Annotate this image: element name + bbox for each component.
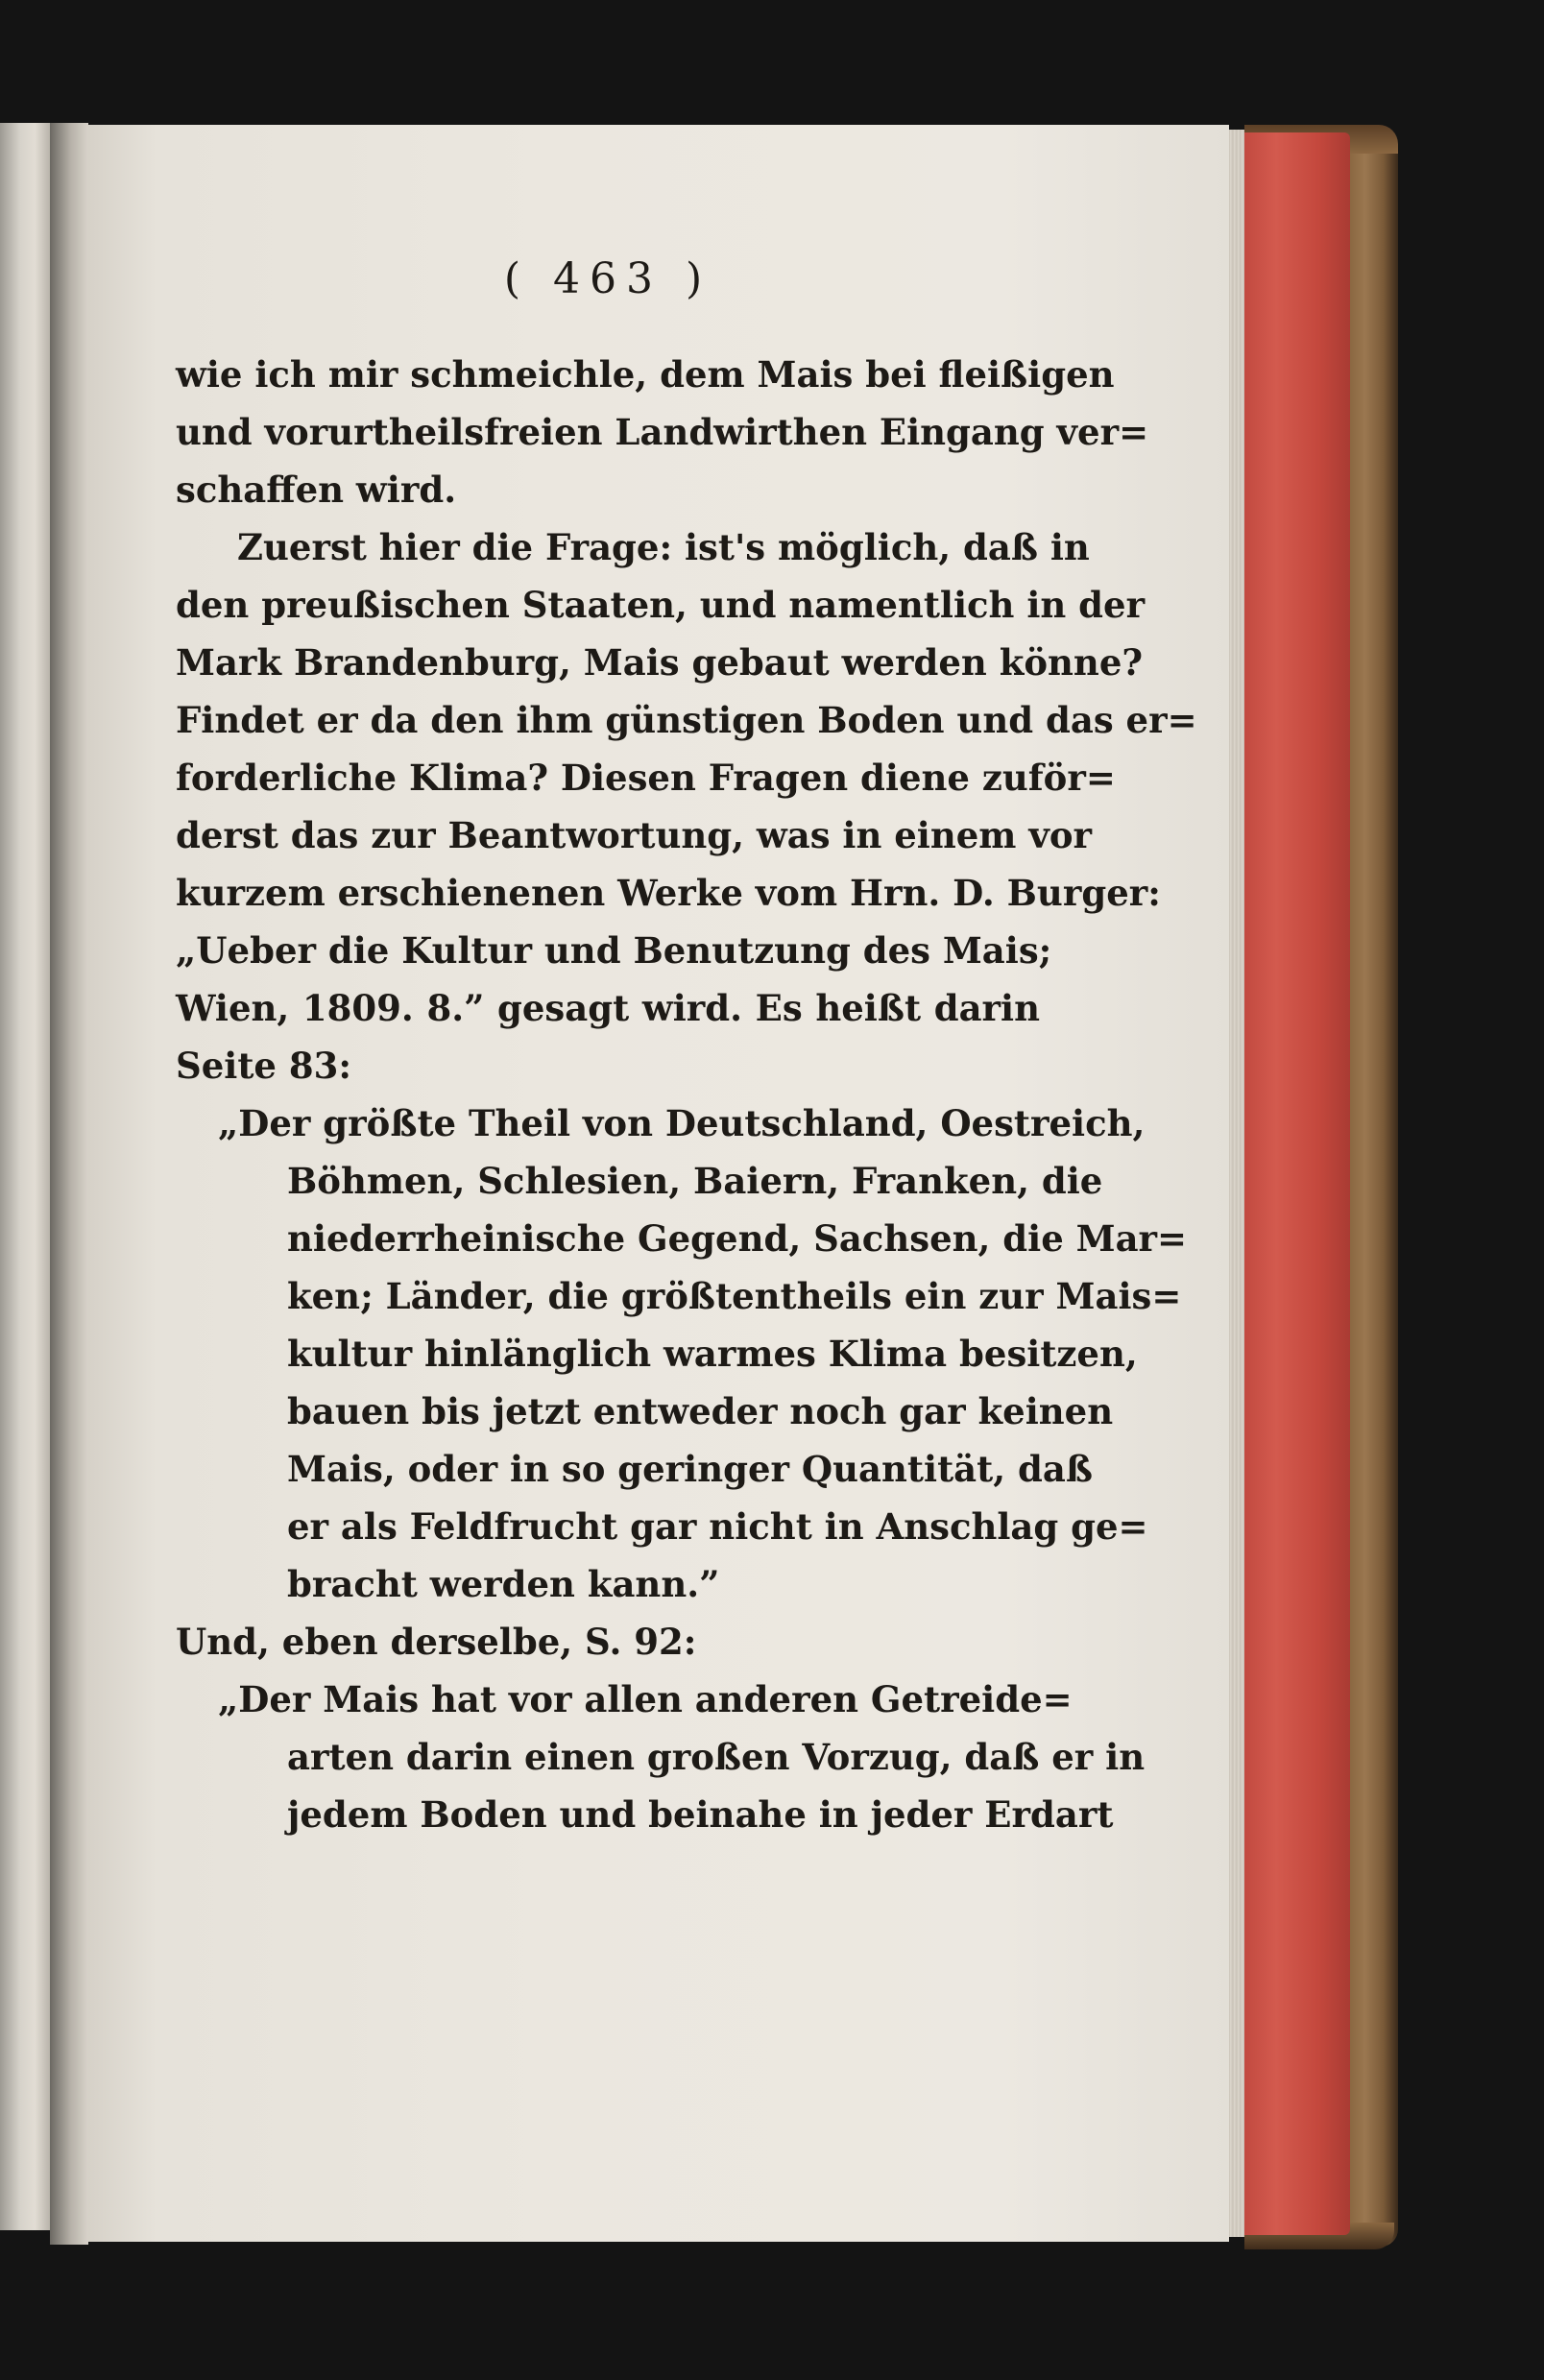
text-line: Seite 83:: [176, 1045, 351, 1087]
text-line: Mark Brandenburg, Mais gebaut werden könne?: [176, 641, 1144, 684]
text-line: Wien, 1809. 8.” gesagt wird. Es heißt darin: [176, 987, 1040, 1029]
text-line: kurzem erschienenen Werke vom Hrn. D. Burger:: [176, 872, 1161, 914]
previous-page-edge: [0, 123, 50, 2230]
quote-line: Mais, oder in so geringer Quantität, daß: [287, 1448, 1093, 1490]
book-gutter: [50, 123, 88, 2245]
red-painted-page-edge: [1244, 132, 1350, 2235]
text-line: Findet er da den ihm günstigen Boden und das er=: [176, 699, 1197, 741]
text-line: forderliche Klima? Diesen Fragen diene zuför=: [176, 757, 1116, 799]
quote-line: er als Feldfrucht gar nicht in Anschlag ge=: [287, 1505, 1148, 1548]
quote-line: „Der größte Theil von Deutschland, Oestreich,: [218, 1102, 1146, 1144]
text-line: derst das zur Beantwortung, was in einem vor: [176, 814, 1092, 856]
text-line: „Ueber die Kultur und Benutzung des Mais;: [176, 929, 1052, 972]
quote-line: bracht werden kann.”: [287, 1563, 720, 1605]
text-line: und vorurtheilsfreien Landwirthen Eingang ver=: [176, 411, 1149, 453]
quote-line: „Der Mais hat vor allen anderen Getreide=: [218, 1678, 1073, 1720]
quote-line: bauen bis jetzt entweder noch gar keinen: [287, 1390, 1114, 1432]
quote-line: jedem Boden und beinahe in jeder Erdart: [287, 1793, 1114, 1836]
quote-line: arten darin einen großen Vorzug, daß er in: [287, 1736, 1146, 1778]
text-line: Zuerst hier die Frage: ist's möglich, daß in: [237, 526, 1090, 568]
text-line: den preußischen Staaten, und namentlich in der: [176, 584, 1146, 626]
text-line: Und, eben derselbe, S. 92:: [176, 1621, 697, 1663]
quote-line: niederrheinische Gegend, Sachsen, die Mar=: [287, 1217, 1188, 1260]
text-line: schaffen wird.: [176, 469, 457, 511]
quote-line: kultur hinlänglich warmes Klima besitzen,: [287, 1333, 1138, 1375]
page-number-header: ( 463 ): [503, 254, 712, 303]
quote-line: ken; Länder, die größtentheils ein zur Mais=: [287, 1275, 1182, 1317]
quote-line: Böhmen, Schlesien, Baiern, Franken, die: [287, 1160, 1103, 1202]
text-line: wie ich mir schmeichle, dem Mais bei fleißigen: [176, 353, 1115, 396]
